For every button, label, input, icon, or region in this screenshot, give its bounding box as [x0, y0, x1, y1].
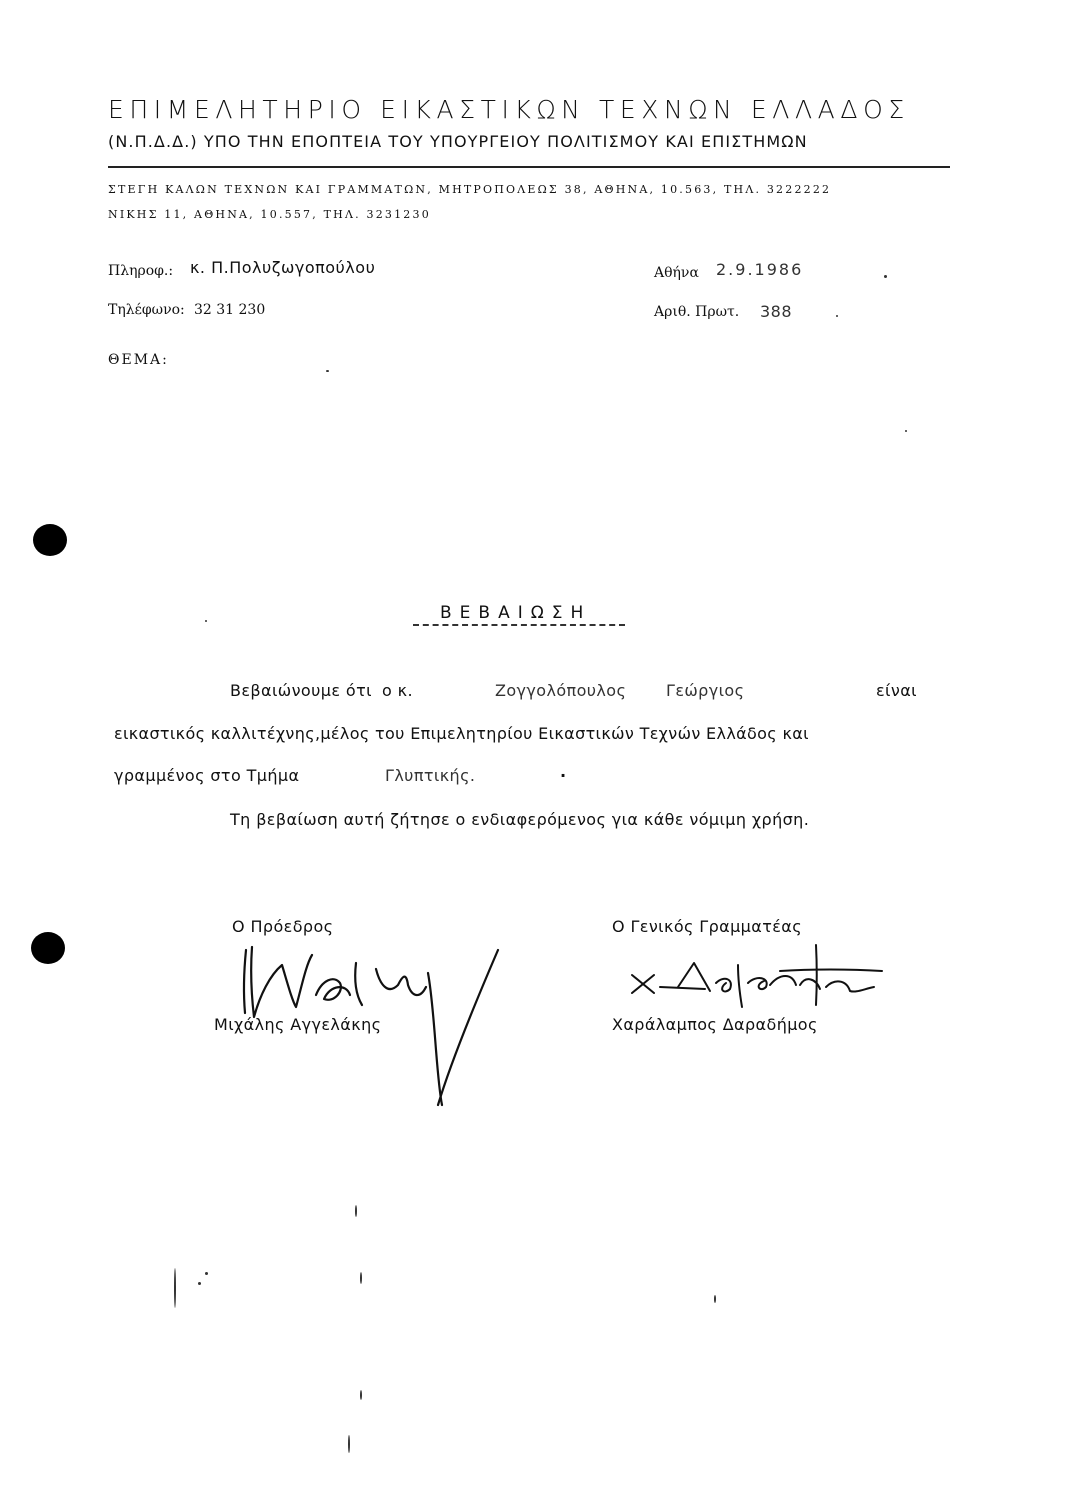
protocol-value: 388	[760, 302, 793, 321]
member-surname: Ζογγολόπουλος	[495, 681, 627, 700]
president-title: Ο Πρόεδρος	[232, 917, 334, 936]
subject-label: ΘΕΜΑ:	[108, 352, 169, 368]
phone-label: Τηλέφωνο:	[108, 302, 185, 318]
protocol-label: Αριθ. Πρωτ.	[654, 304, 740, 320]
secretary-name: Χαράλαμπος Δαραδήμος	[612, 1015, 818, 1034]
info-value: κ. Π.Πολυζωγοπούλου	[190, 258, 376, 277]
scan-speck	[205, 620, 207, 622]
scan-speck	[326, 370, 329, 372]
scan-speck	[348, 1435, 350, 1453]
header-rule	[108, 166, 950, 168]
address-line-2: ΝΙΚΗΣ 11, ΑΘΗΝΑ, 10.557, ΤΗΛ. 3231230	[108, 208, 431, 221]
scan-speck	[905, 430, 907, 432]
scan-speck	[198, 1282, 201, 1285]
scan-speck	[714, 1295, 716, 1303]
address-line-1: ΣΤΕΓΗ ΚΑΛΩΝ ΤΕΧΝΩΝ ΚΑΙ ΓΡΑΜΜΑΤΩΝ, ΜΗΤΡΟΠΟΛΕΩΣ 38, ΑΘΗΝΑ, 10.563, ΤΗΛ. 3222222	[108, 183, 832, 196]
place-label: Αθήνα	[654, 265, 699, 281]
scan-speck	[355, 1205, 357, 1217]
body-line-1-mr: ο κ.	[382, 681, 413, 700]
certificate-heading: ΒΕΒΑΙΩΣΗ	[440, 603, 592, 623]
scan-speck	[205, 1272, 208, 1275]
president-signature	[230, 925, 510, 1110]
scan-speck	[884, 275, 887, 278]
info-label: Πληροφ.:	[108, 263, 174, 279]
dot-mark: .	[560, 762, 567, 781]
punch-hole-top	[33, 524, 67, 556]
scan-speck	[174, 1268, 176, 1308]
body-line-4: Τη βεβαίωση αυτή ζήτησε ο ενδιαφερόμενος για κάθε νόμιμη χρήση.	[230, 810, 810, 829]
phone-value: 32 31 230	[194, 302, 266, 318]
org-status: (Ν.Π.Δ.Δ.) ΥΠΟ ΤΗΝ ΕΠΟΠΤΕΙΑ ΤΟΥ ΥΠΟΥΡΓΕΙΟΥ ΠΟΛΙΤΙΣΜΟΥ ΚΑΙ ΕΠΙΣΤΗΜΩΝ	[108, 132, 808, 151]
scan-speck	[360, 1390, 362, 1400]
heading-underline	[413, 624, 625, 626]
body-line-3-start: γραμμένος στο Τμήμα	[114, 766, 300, 785]
scan-speck	[360, 1272, 362, 1284]
scan-speck	[836, 315, 838, 317]
secretary-signature	[620, 935, 890, 1015]
secretary-title: Ο Γενικός Γραμματέας	[612, 917, 803, 936]
body-line-1-end: είναι	[876, 681, 917, 700]
org-name: ΕΠΙΜΕΛΗΤΗΡΙΟ ΕΙΚΑΣΤΙΚΩΝ ΤΕΧΝΩΝ ΕΛΛΑΔΟΣ	[108, 95, 910, 124]
punch-hole-bottom	[31, 932, 65, 964]
body-line-1-start: Βεβαιώνουμε ότι	[230, 681, 372, 700]
body-line-2: εικαστικός καλλιτέχνης,μέλος του Επιμελητηρίου Εικαστικών Τεχνών Ελλάδος και	[114, 724, 809, 743]
member-firstname: Γεώργιος	[666, 681, 745, 700]
department: Γλυπτικής.	[385, 766, 476, 785]
president-name: Μιχάλης Αγγελάκης	[214, 1015, 382, 1034]
date-value: 2.9.1986	[716, 260, 804, 279]
